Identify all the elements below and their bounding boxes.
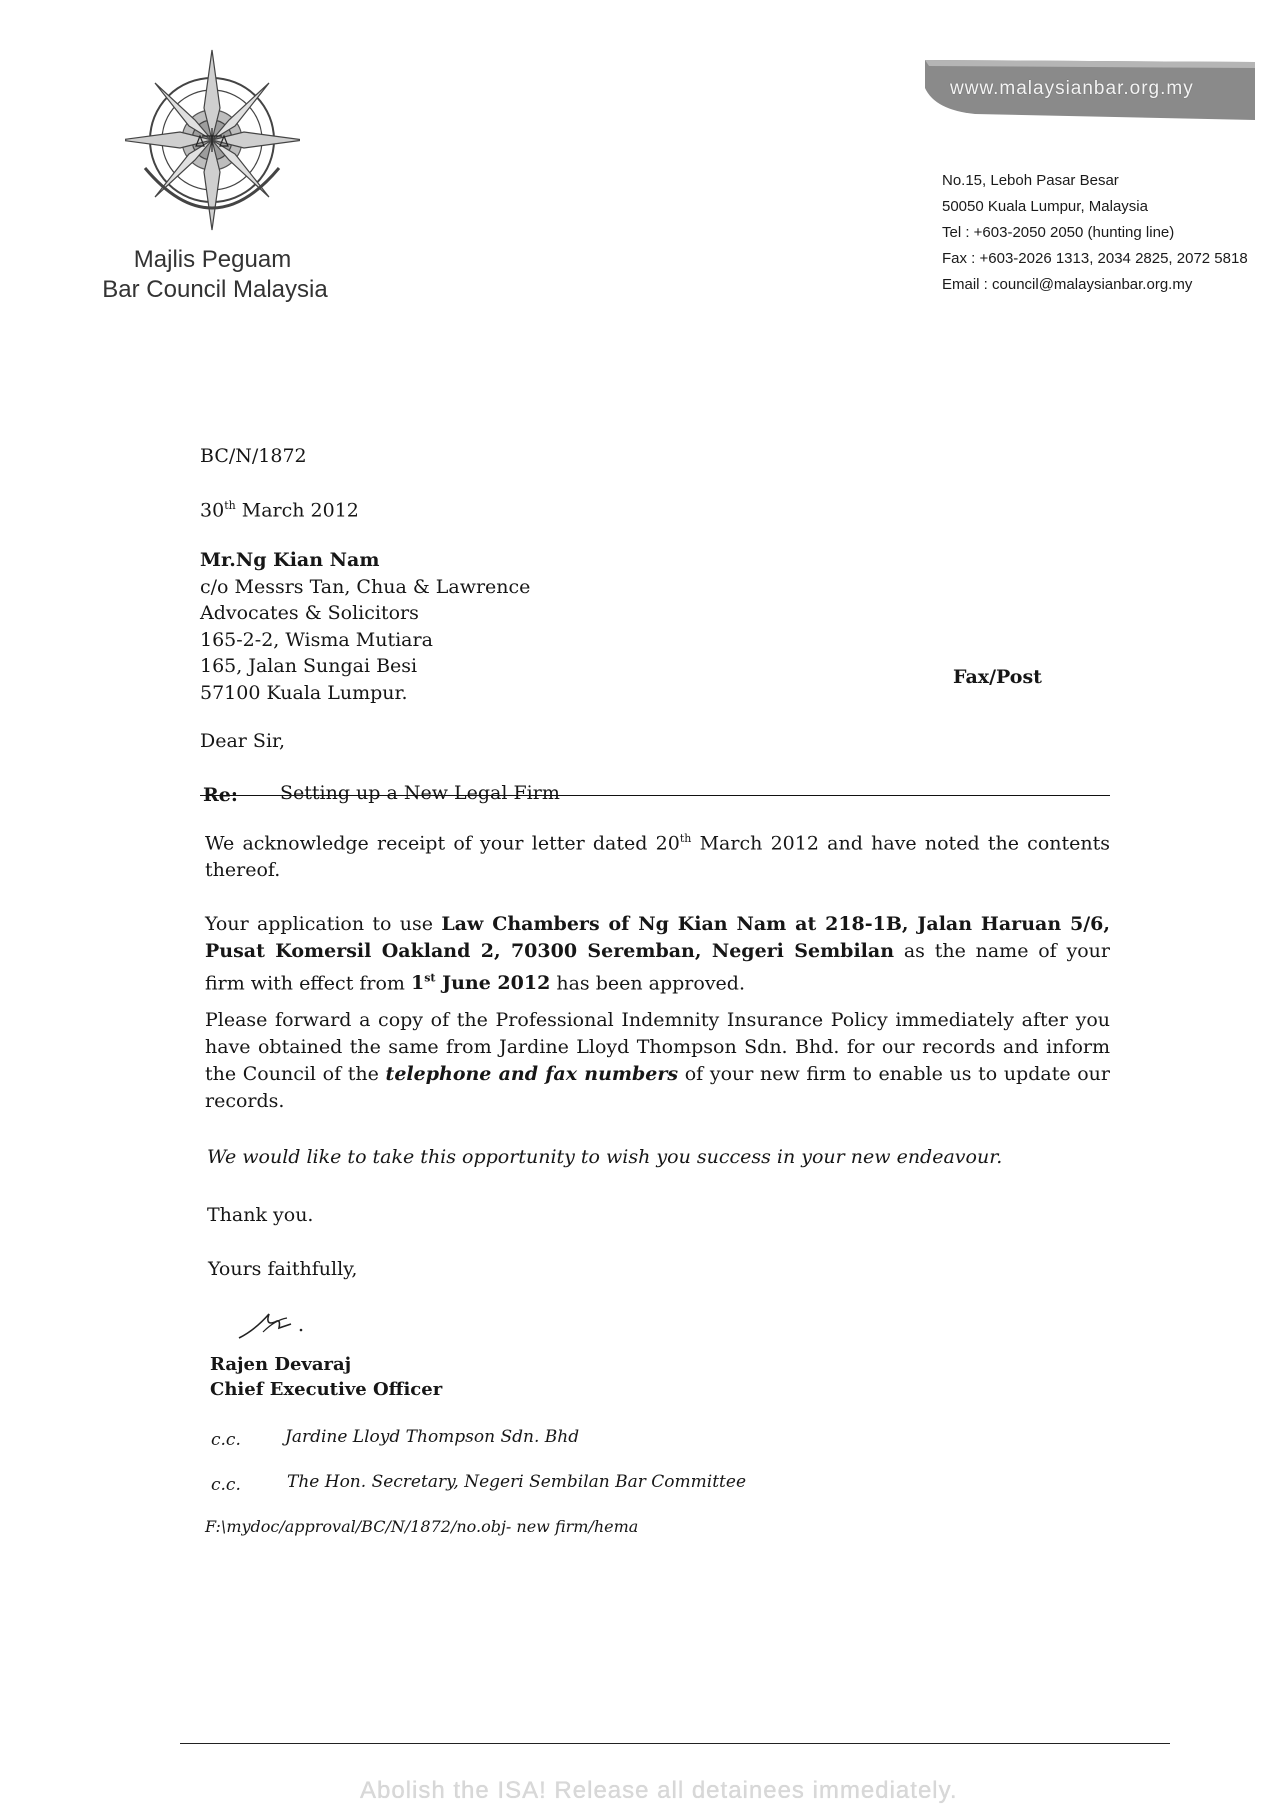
p3-text-a: Please forward a copy of the Professional Indemnity Insurance Policy immediately after you have obtained the same from Jardine Lloyd Thompson Sdn. Bhd. for our records and inform the Council of the	[205, 1009, 1110, 1085]
org-name-english: Bar Council Malaysia	[102, 276, 328, 303]
addressee-line-2: Advocates & Solicitors	[200, 602, 419, 625]
p2-date-sup: st	[424, 972, 436, 985]
footer-slogan: Abolish the ISA! Release all detainees immediately.	[360, 1777, 958, 1804]
signature	[235, 1300, 315, 1345]
letter-date	[200, 493, 359, 523]
signer-title: Chief Executive Officer	[210, 1379, 443, 1400]
p1-text-b: March 2012 and have noted the contents thereof.	[205, 832, 1110, 882]
address-line-2: 50050 Kuala Lumpur, Malaysia	[942, 198, 1148, 215]
p2-text-a: Your application to use	[205, 913, 442, 935]
reference-number: BC/N/1872	[200, 445, 307, 467]
paragraph-insurance	[205, 1007, 1110, 1115]
signer-name: Rajen Devaraj	[210, 1354, 352, 1375]
thank-you: Thank you.	[207, 1204, 314, 1226]
p2-date-rest: June 2012	[435, 972, 551, 995]
well-wishes: We would like to take this opportunity to wish you success in your new endeavour.	[207, 1146, 1003, 1168]
p3-text-b: of your new firm to enable us to update our records.	[205, 1063, 1110, 1112]
subject-underline	[200, 795, 1110, 796]
p3-emphasis: telephone and fax numbers	[385, 1063, 679, 1085]
addressee-line-1: c/o Messrs Tan, Chua & Lawrence	[200, 575, 531, 598]
p2-firm-name: Law Chambers of Ng Kian Nam at 218-1B, Jalan Haruan 5/6, Pusat Komersil Oakland 2, 70300 Seremban, Negeri Sembilan	[205, 913, 1111, 962]
addressee-name: Mr.Ng Kian Nam	[200, 549, 380, 571]
contact-details	[942, 168, 1248, 298]
addressee-block	[200, 547, 530, 707]
paragraph-acknowledgement	[205, 825, 1110, 884]
re-label: Re:	[203, 784, 238, 806]
cc-label-2: c.c.	[211, 1475, 241, 1495]
p2-effective-date	[411, 972, 550, 994]
footer-divider	[180, 1743, 1170, 1744]
p2-text-c: has been approved.	[550, 972, 746, 995]
date-day: 30	[200, 499, 225, 522]
addressee-line-4: 165, Jalan Sungai Besi	[200, 655, 418, 678]
org-name-malay: Majlis Peguam	[133, 246, 292, 273]
address-line-1: No.15, Leboh Pasar Besar	[942, 172, 1119, 189]
salutation: Dear Sir,	[200, 730, 286, 752]
date-rest: March 2012	[235, 499, 359, 522]
p1-sup: th	[679, 832, 692, 845]
closing: Yours faithfully,	[208, 1258, 358, 1280]
file-path: F:\mydoc/approval/BC/N/1872/no.obj- new firm/hema	[205, 1517, 639, 1536]
email: Email : council@malaysianbar.org.my	[942, 276, 1193, 293]
bar-council-crest-logo	[125, 48, 300, 248]
date-suffix: th	[224, 499, 236, 512]
website-url: www.malaysianbar.org.my	[950, 78, 1194, 99]
p1-text-a: We acknowledge receipt of your letter dated 20	[205, 832, 680, 855]
cc-recipient-1: Jardine Lloyd Thompson Sdn. Bhd	[285, 1427, 580, 1447]
subject: Setting up a New Legal Firm	[280, 782, 560, 804]
telephone: Tel : +603-2050 2050 (hunting line)	[942, 224, 1175, 241]
cc-label-1: c.c.	[211, 1430, 241, 1450]
delivery-method: Fax/Post	[953, 666, 1042, 688]
p2-date-day: 1	[410, 972, 425, 995]
addressee-line-3: 165-2-2, Wisma Mutiara	[200, 628, 433, 651]
paragraph-approval	[205, 911, 1110, 997]
cc-recipient-2: The Hon. Secretary, Negeri Sembilan Bar Committee	[287, 1472, 747, 1492]
p2-text-b: as the name of your firm with effect from	[205, 940, 1110, 995]
fax-numbers: Fax : +603-2026 1313, 2034 2825, 2072 5818	[942, 250, 1248, 267]
addressee-line-5: 57100 Kuala Lumpur.	[200, 681, 408, 704]
